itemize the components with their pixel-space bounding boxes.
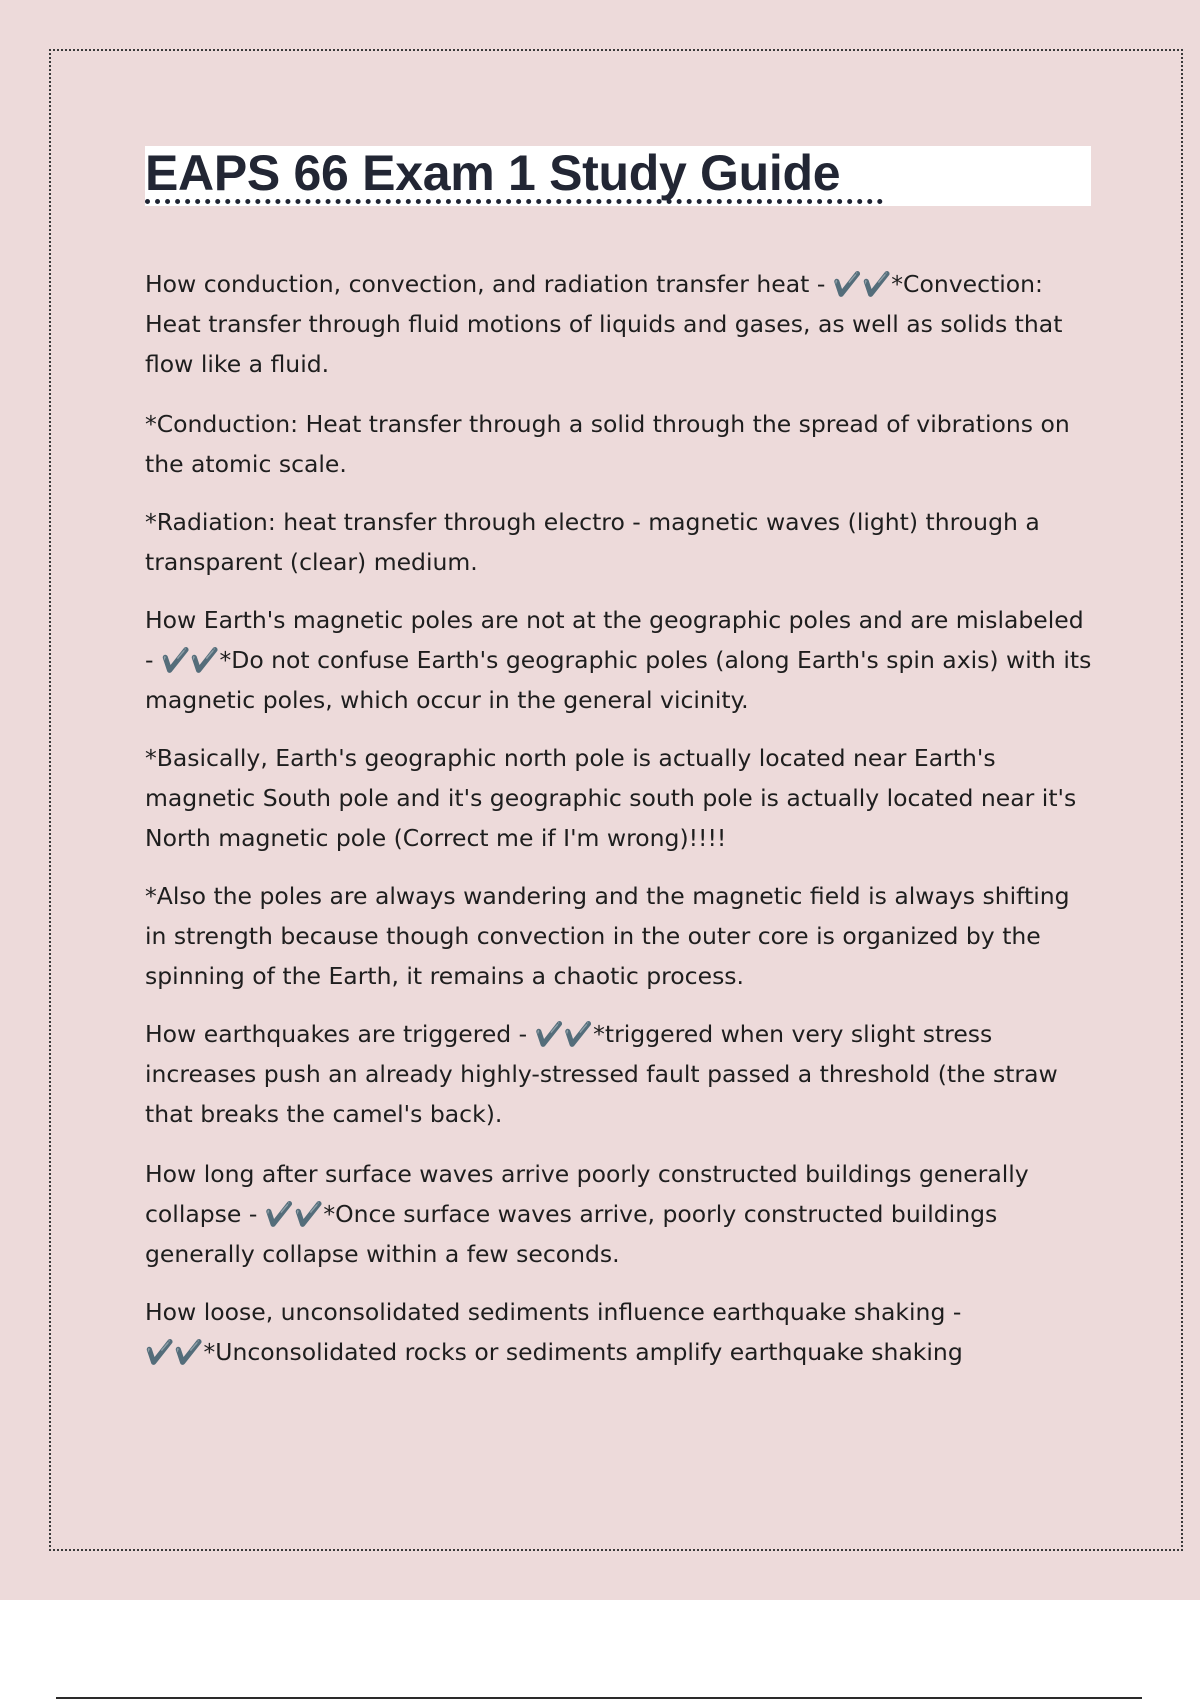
- paragraph-geographic-poles: *Basically, Earth's geographic north pole is actually located near Earth's magnetic South pole and it's geographic south pole is actually located near it's North magnetic pole (Correct me if I'm wrong)!!!!: [145, 744, 1077, 852]
- paragraph-conduction: *Conduction: Heat transfer through a solid through the spread of vibrations on the atomic scale.: [145, 410, 1070, 478]
- paragraph-sediments: How loose, unconsolidated sediments influence earthquake shaking - ✔️✔️*Unconsolidated rocks or sediments amplify earthquake shaking: [145, 1298, 963, 1366]
- paragraph-earthquake-trigger: How earthquakes are triggered - ✔️✔️*triggered when very slight stress increases push an already highly-stressed fault passed a threshold (the straw that breaks the camel's back).: [145, 1020, 1058, 1128]
- paragraph-wandering-poles: *Also the poles are always wandering and the magnetic field is always shifting in strength because though convection in the outer core is organized by the spinning of the Earth, it remains a chaotic process.: [145, 882, 1070, 990]
- paragraph-heat-transfer: How conduction, convection, and radiation transfer heat - ✔️✔️*Convection: Heat transfer through fluid motions of liquids and gases, as well as solids that flow like a fluid.: [145, 270, 1063, 378]
- paragraph-magnetic-poles: How Earth's magnetic poles are not at the geographic poles and are mislabeled - ✔️✔️*Do not confuse Earth's geographic poles (along Earth's spin axis) with its magnetic poles, which occur in the general vicinity.: [145, 606, 1092, 714]
- title-dotted-underline: [145, 199, 883, 204]
- paragraph-building-collapse: How long after surface waves arrive poorly constructed buildings generally collapse - ✔️✔️*Once surface waves arrive, poorly constructed buildings generally collapse within a few seconds.: [145, 1160, 1029, 1268]
- page-title: EAPS 66 Exam 1 Study Guide: [145, 145, 841, 201]
- footer-rule: [56, 1697, 1142, 1699]
- paragraph-radiation: *Radiation: heat transfer through electro - magnetic waves (light) through a transparent (clear) medium.: [145, 508, 1040, 576]
- study-guide-content: [145, 264, 1095, 1392]
